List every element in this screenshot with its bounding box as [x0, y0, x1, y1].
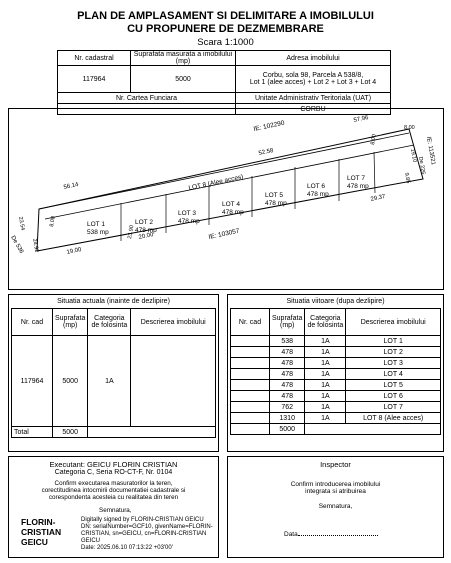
executant-label: Executant: GEICU FLORIN CRISTIAN: [49, 460, 178, 469]
future-desc-cell: LOT 4: [346, 369, 441, 380]
table-row: [231, 380, 441, 391]
future-cad-cell: [231, 413, 270, 424]
future-cat-cell: 1A: [305, 391, 346, 402]
table-row: [231, 413, 441, 424]
table-row: [231, 402, 441, 413]
future-cat-cell: 1A: [305, 336, 346, 347]
executant-confirm3: corespondenta acesteia cu realitatea din teren: [48, 494, 179, 501]
header-area-value: 5000: [131, 66, 236, 93]
future-total-label: [231, 424, 270, 435]
cf-label: Nr. Cartea Funciara: [58, 93, 236, 104]
future-area-cell: 478: [270, 391, 305, 402]
table-row: [231, 391, 441, 402]
future-cat-cell: 1A: [305, 413, 346, 424]
lot-3-area: 478 mp: [178, 218, 200, 225]
inspector-sign-label: Semnatura,: [318, 503, 353, 510]
uat-label: Unitate Administrativ Teritoriala (UAT): [236, 93, 391, 104]
future-cad-cell: [231, 336, 270, 347]
future-desc-cell: LOT 3: [346, 358, 441, 369]
digital-signature-block: [81, 517, 215, 552]
header-table: [57, 50, 391, 115]
executant-sign-label: Semnatura,: [99, 507, 132, 514]
dim-2492: 24.92: [31, 238, 40, 253]
lot-5-name: LOT 5: [265, 192, 283, 199]
lot-4-area: 478 mp: [222, 209, 244, 216]
dim-800c: 8.00: [49, 215, 57, 228]
lot-6-name: LOT 6: [307, 183, 325, 190]
de-left: De 536: [9, 235, 25, 255]
lot-2-name: LOT 2: [135, 219, 153, 226]
uat-value: CORBU: [236, 104, 391, 115]
addr-line1: Corbu, sola 98, Parcela A 538/8,: [262, 72, 364, 79]
dim-2354: 23.54: [17, 216, 26, 231]
executant-confirm2: corectitudinea intocmirii documentatiei cadastrale si: [41, 487, 186, 494]
inspector-date-line: [298, 535, 378, 536]
future-table: [230, 308, 441, 435]
table-row: [231, 358, 441, 369]
future-cat-cell: 1A: [305, 380, 346, 391]
future-cat-cell: 1A: [305, 347, 346, 358]
future-desc-cell: LOT 2: [346, 347, 441, 358]
digital-line3: CRISTIAN, sn=GEICU, cn=FLORIN-CRISTIAN: [81, 531, 207, 537]
signer-name-block: [21, 517, 61, 547]
dim-top: 57.96: [353, 114, 370, 124]
future-total: 5000: [270, 424, 305, 435]
future-h-cad: Nr. cad: [231, 309, 270, 336]
future-desc-cell: LOT 8 (Alee acces): [346, 413, 441, 424]
future-situation-box: [227, 294, 444, 452]
lot-1-name: LOT 1: [87, 221, 105, 228]
alley-top-line: [39, 133, 409, 209]
inspector-label: Inspector: [320, 460, 351, 469]
dim-800a: 8.00: [404, 125, 415, 131]
table-row: [231, 347, 441, 358]
inspector-confirm1: Confirm introducerea imobilului: [290, 481, 381, 488]
actual-cat: 1A: [88, 336, 131, 427]
actual-h-cat: Categoria de folosinta: [88, 309, 131, 336]
inspector-box: [227, 456, 444, 558]
future-area-cell: 538: [270, 336, 305, 347]
lot-6-area: 478 mp: [307, 191, 329, 198]
future-h-area: Suprafata (mp): [270, 309, 305, 336]
executant-box: [8, 456, 219, 558]
future-desc-cell: LOT 6: [346, 391, 441, 402]
actual-table: [11, 308, 216, 438]
actual-h-cad: Nr. cad: [12, 309, 53, 336]
executant-category: Categoria C, Seria RO-CT-F, Nr. 0104: [54, 469, 173, 476]
dim-1910: 19.10: [409, 148, 418, 163]
future-area-cell: 1310: [270, 413, 305, 424]
future-cad-cell: [231, 380, 270, 391]
future-cad-cell: [231, 369, 270, 380]
actual-title: Situatia actuala (inainte de dezlipire): [57, 298, 170, 305]
lot-1-area: 538 mp: [87, 229, 109, 236]
lot-7-area: 478 mp: [347, 183, 369, 190]
de-226: De 226: [417, 156, 427, 175]
scale-label: Scara 1:1000: [197, 37, 254, 48]
digital-line5: Date: 2025.06.10 07:13:22 +03'00': [81, 545, 173, 551]
future-cat-cell: 1A: [305, 402, 346, 413]
actual-desc: [131, 336, 216, 427]
actual-h-area: Suprafata (mp): [53, 309, 88, 336]
ie-bottom: IE: 103057: [207, 227, 241, 241]
future-cad-cell: [231, 402, 270, 413]
actual-area: 5000: [53, 336, 88, 427]
dim-1900: 19.00: [66, 246, 83, 256]
future-cad-cell: [231, 391, 270, 402]
dim-985: 9.85: [403, 172, 411, 184]
title-line1: PLAN DE AMPLASAMENT SI DELIMITARE A IMOBILULUI: [77, 10, 374, 22]
inspector-confirm2: integrata si atribuirea: [305, 488, 366, 495]
lot8-label: LOT 8 (Alee acces): [187, 173, 245, 192]
digital-line1: Digitally signed by FLORIN-CRISTIAN GEICU: [81, 517, 204, 523]
table-row: [231, 336, 441, 347]
dim-2937: 29.37: [370, 193, 387, 203]
divider-7: [374, 152, 375, 193]
future-desc-cell: LOT 1: [346, 336, 441, 347]
future-cad-cell: [231, 358, 270, 369]
inspector-date: [284, 531, 378, 538]
dim-800b: 8.00: [370, 133, 378, 146]
future-desc-cell: LOT 7: [346, 402, 441, 413]
future-cat-cell: 1A: [305, 358, 346, 369]
future-area-cell: 478: [270, 380, 305, 391]
header-cad-value: 117964: [58, 66, 131, 93]
digital-line4: GEICU: [81, 538, 101, 544]
signer-line2: CRISTIAN: [21, 527, 62, 537]
actual-cad: 117964: [12, 336, 53, 427]
future-title: Situatia viitoare (dupa dezlipire): [286, 298, 385, 305]
inspector-date-label: Data: [284, 531, 298, 538]
actual-total-label: Total: [12, 427, 53, 438]
future-cat-cell: 1A: [305, 369, 346, 380]
dim-56: 56.14: [63, 181, 80, 191]
signer-line3: GEICU: [21, 537, 48, 547]
header-col-area: Suprafata masurata a imobilului (mp): [131, 51, 236, 66]
future-total-blank: [305, 424, 441, 435]
actual-total: 5000: [53, 427, 88, 438]
dim-52: 52.58: [258, 147, 275, 157]
plan-frame: [8, 108, 444, 290]
plan-drawing: [9, 109, 443, 289]
addr-line2: Lot 1 (alee acces) + Lot 2 + Lot 3 + Lot 4: [249, 79, 377, 86]
actual-h-desc: Descrierea imobilului: [131, 309, 216, 336]
lot-7-name: LOT 7: [347, 175, 365, 182]
actual-total-blank: [88, 427, 216, 438]
lot-2-area: 478 mp: [135, 227, 157, 234]
header-col-addr: Adresa imobilului: [236, 51, 391, 66]
future-area-cell: 478: [270, 358, 305, 369]
header-addr-value: [236, 66, 391, 93]
ie-right: IE: 113521: [425, 136, 436, 166]
ie-top: IE: 102290: [252, 119, 286, 133]
future-area-cell: 762: [270, 402, 305, 413]
dim-2000: 20.00: [138, 231, 155, 241]
actual-situation-box: [8, 294, 219, 452]
future-area-cell: 478: [270, 369, 305, 380]
table-row: [231, 369, 441, 380]
executant-confirm1: Confirm executarea masuratorilor la teren,: [54, 480, 173, 487]
future-h-desc: Descrierea imobilului: [346, 309, 441, 336]
dim-2390: 23.90: [127, 224, 136, 240]
lot-5-area: 478 mp: [265, 200, 287, 207]
future-h-cat: Categoria de folosinta: [305, 309, 346, 336]
future-cad-cell: [231, 347, 270, 358]
digital-line2: DN: serialNumber=GCF10, givenName=FLORIN-: [81, 524, 213, 530]
future-desc-cell: LOT 5: [346, 380, 441, 391]
lot-4-name: LOT 4: [222, 201, 240, 208]
signer-line1: FLORIN-: [21, 517, 56, 527]
lot-3-name: LOT 3: [178, 210, 196, 217]
title-line2: CU PROPUNERE DE DEZMEMBRARE: [127, 23, 324, 35]
future-area-cell: 478: [270, 347, 305, 358]
header-col-cad: Nr. cadastral: [58, 51, 131, 66]
